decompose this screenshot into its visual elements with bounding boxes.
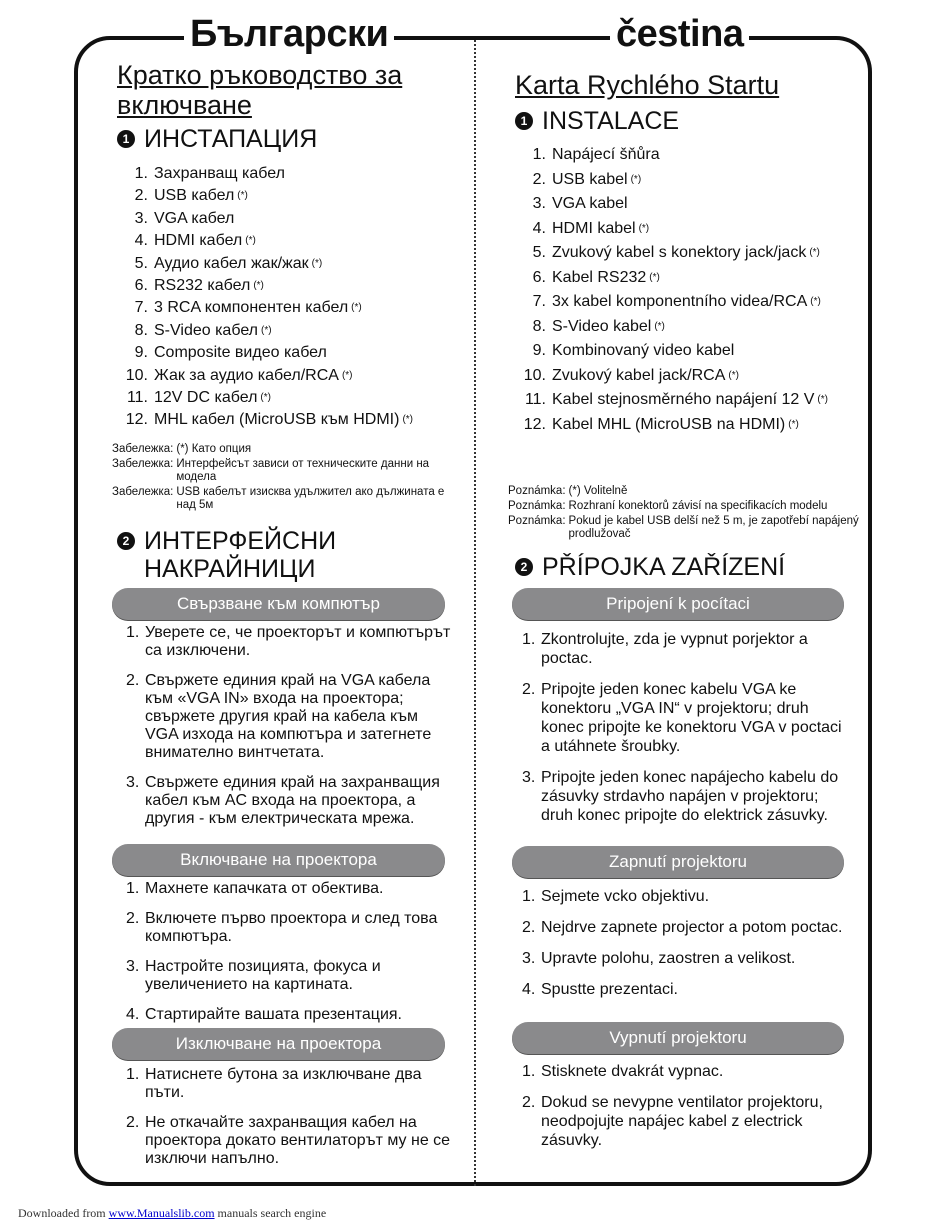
list-item [518,192,828,217]
cs-install-heading: 1 INSTALACE [515,107,679,135]
step-item [522,980,852,999]
optional-mark: (*) [402,414,414,426]
step-number: 3. [522,950,536,967]
cs-interface-heading: 2 PŘÍPOJKA ZAŘÍZENÍ [515,553,785,581]
cs-notes [508,485,860,543]
note-label: Забележка: [112,486,174,498]
item-text: Zvukový kabel s konektory jack/jack [552,244,807,261]
list-item [120,342,413,364]
step-item [522,768,852,825]
note-text: (*) Като опция [176,443,252,455]
item-number: 10. [523,366,546,384]
optional-mark: (*) [311,257,323,269]
item-text: HDMI кабел [154,232,243,250]
note-label: Poznámka: [508,500,566,512]
step-item [522,887,852,906]
cs-contents-list [518,143,828,437]
item-text: RS232 кабел [154,277,251,295]
step-item [126,910,451,946]
item-text: Composite видео кабел [154,344,327,362]
manualslib-link[interactable]: www.Manualslib.com [108,1206,215,1220]
step-item [126,1006,451,1024]
step-text: Свържете единия край на захранващия кабел към AC входа на проектора, а другия - към електрическата мрежа. [145,774,440,827]
note [112,443,464,456]
item-number: 11. [524,391,546,408]
list-item [120,365,413,387]
item-number: 5. [134,254,148,272]
step-text: Zkontrolujte, zda je vypnut porjektor a poctac. [541,631,808,667]
item-number: 2. [134,187,148,205]
step-number: 1. [126,880,140,897]
item-number: 8. [134,321,148,339]
list-item [518,217,828,242]
item-text: Zvukový kabel jack/RCA [552,366,726,384]
step-number: 2. [126,910,140,927]
list-item [120,163,413,185]
item-number: 7. [134,299,148,317]
step-number: 1. [522,1063,536,1080]
note-text: Rozhraní konektorů závisí na specifikacích modelu [568,500,828,512]
optional-mark: (*) [630,173,642,185]
step-item [522,918,852,937]
optional-mark: (*) [261,324,272,336]
step-number: 1. [522,631,536,648]
note-label: Poznámka: [508,485,566,497]
bg-power-off-steps [126,1066,451,1180]
step-item [126,958,451,994]
item-number: 3. [134,209,148,227]
number-2-icon: 2 [117,532,135,550]
item-number: 4. [134,232,148,250]
cs-power-off-section-label: Vypnutí projektoru [512,1022,844,1054]
optional-mark: (*) [245,235,256,247]
item-text: MHL кабел (MicroUSB към HDMI) [154,411,400,429]
footer-suffix: manuals search engine [217,1206,327,1220]
item-number: 4. [532,219,546,237]
step-text: Spustte prezentaci. [541,981,678,998]
step-text: Nejdrve zapnete projector a potom poctac. [541,919,843,936]
bg-connect-steps [126,624,451,840]
list-item [518,413,828,438]
step-text: Свържете единия край на VGA кабела към «VGA IN» входа на проектора; свържете другия край на кабела към VGA изхода на компютъра и затегнете внимателно винтчетата. [145,672,432,761]
item-number: 8. [532,317,546,335]
list-item [120,208,413,230]
bg-notes [112,443,464,514]
step-item [522,1093,852,1150]
item-text: HDMI kabel [552,219,636,237]
optional-mark: (*) [809,247,820,258]
item-text: 3x kabel komponentního videa/RCA [552,293,808,310]
cs-power-off-steps [522,1062,852,1162]
step-item [522,1062,852,1081]
step-item [522,680,852,756]
list-item [518,315,828,340]
step-item [126,1114,451,1168]
item-number: 6. [134,277,148,295]
list-item [518,168,828,193]
step-item [522,630,852,668]
list-item [518,388,828,413]
note-label: Poznámka: [508,515,566,527]
list-item [518,290,828,315]
bg-power-off-section-label: Изключване на проектора [112,1028,445,1060]
step-item [522,949,852,968]
number-1-icon: 1 [515,112,533,130]
item-number: 12. [125,411,148,429]
bg-power-on-steps [126,880,451,1036]
list-item [518,339,828,364]
step-text: Махнете капачката от обектива. [145,880,384,897]
item-number: 1. [532,146,546,163]
step-text: Upravte polohu, zaostren a velikost. [541,950,796,967]
item-text: Kombinovaný video kabel [552,342,735,359]
cs-power-on-section-label: Zapnutí projektoru [512,846,844,878]
step-item [126,672,451,762]
step-text: Pripojte jeden konec napájecho kabelu do zásuvky strdavho napájen v projektoru; druh konec pripojte do elektrick zásuvky. [541,769,839,824]
optional-mark: (*) [237,190,248,202]
note-text: (*) Volitelně [568,485,628,497]
step-item [126,774,451,828]
list-item [120,387,413,409]
note [508,500,860,513]
step-item [126,1066,451,1102]
bg-install-heading: 1 ИНСТАПАЦИЯ [117,125,317,153]
list-item [518,364,828,389]
list-item [120,275,413,297]
czech-language-heading: čestina [610,10,749,58]
step-text: Dokud se nevypne ventilator projektoru, neodpojujte napájec kabel z electrick zásuvky. [541,1094,823,1149]
footer-prefix: Downloaded from [18,1206,106,1220]
step-text: Натиснете бутона за изключване два пъти. [145,1066,422,1101]
step-number: 4. [522,981,536,998]
footer [18,1206,326,1221]
bg-quick-start-title: Кратко ръководство за включване [117,60,403,120]
optional-mark: (*) [649,271,660,283]
optional-mark: (*) [253,280,264,292]
item-number: 12. [523,415,546,433]
item-number: 1. [134,165,148,182]
step-number: 1. [522,888,536,905]
step-number: 3. [522,769,536,786]
list-item [120,253,413,275]
item-number: 9. [532,342,546,359]
item-number: 3. [532,195,546,212]
item-text: VGA kabel [552,195,628,212]
list-item [120,185,413,207]
item-number: 10. [125,366,148,384]
note [508,485,860,498]
step-number: 2. [126,672,140,689]
bg-contents-list [120,163,413,432]
list-item [120,230,413,252]
item-text: Аудио кабел жак/жак [154,254,309,272]
step-item [126,624,451,660]
step-number: 1. [126,1066,140,1083]
step-text: Стартирайте вашата презентация. [145,1006,402,1023]
cs-connect-section-label: Pripojení k pocítaci [512,588,844,620]
item-text: Kabel stejnosměrného napájení 12 V [552,391,815,408]
bg-interface-heading: 2 ИНТЕРФЕЙСНИ НАКРАЙНИЦИ [117,527,377,583]
item-text: 3 RCA компонентен кабел [154,299,349,317]
item-text: Napájecí šňůra [552,146,660,163]
optional-mark: (*) [341,369,353,381]
item-number: 9. [134,344,148,362]
item-text: Kabel MHL (MicroUSB na HDMI) [552,415,786,433]
note [112,486,464,512]
step-number: 3. [126,774,140,791]
step-text: Stisknete dvakrát vypnac. [541,1063,724,1080]
optional-mark: (*) [728,369,739,381]
item-text: VGA кабел [154,209,235,227]
step-number: 2. [126,1114,140,1131]
optional-mark: (*) [351,302,362,314]
note [112,458,464,484]
optional-mark: (*) [810,296,821,307]
item-text: Kabel RS232 [552,268,647,286]
list-item [518,266,828,291]
cs-connect-steps [522,630,852,837]
bg-connect-section-label: Свързване към компютър [112,588,445,620]
number-1-icon: 1 [117,130,135,148]
step-number: 2. [522,1094,536,1111]
note-text: USB кабелът изисква удължител ако дължината е над 5м [176,486,445,511]
note-label: Забележка: [112,443,174,455]
step-text: Не откачайте захранващия кабел на проектора докато вентилаторът му не се изключи напълно. [145,1114,451,1167]
bulgarian-language-heading: Български [184,10,394,58]
cs-power-on-steps [522,887,852,1011]
optional-mark: (*) [260,392,271,404]
step-text: Sejmete vcko objektivu. [541,888,710,905]
note [508,515,860,541]
list-item [120,320,413,342]
step-text: Включете първо проектора и след това компютъра. [145,910,438,945]
list-item [518,143,828,168]
number-2-icon: 2 [515,558,533,576]
column-divider [474,40,476,1186]
optional-mark: (*) [817,394,828,405]
note-text: Интерфейсът зависи от техническите данни на модела [176,458,430,483]
item-text: 12V DC кабел [154,389,258,407]
step-number: 2. [522,681,536,698]
step-number: 2. [522,919,536,936]
list-item [120,297,413,319]
item-number: 6. [532,268,546,286]
optional-mark: (*) [638,222,650,234]
item-number: 11. [126,389,148,407]
item-text: Жак за аудио кабел/RCA [154,366,339,384]
item-text: S-Video кабел [154,321,259,339]
item-text: Захранващ кабел [154,165,285,182]
step-text: Уверете се, че проекторът и компютърът са изключени. [145,624,451,659]
item-text: S-Video kabel [552,317,652,335]
step-number: 4. [126,1006,140,1023]
optional-mark: (*) [654,320,665,332]
step-number: 3. [126,958,140,975]
note-label: Забележка: [112,458,174,470]
step-text: Настройте позицията, фокуса и увеличението на картината. [145,958,381,993]
item-text: USB кабел [154,187,235,205]
item-number: 2. [532,170,546,188]
list-item [518,241,828,266]
item-number: 5. [532,244,546,261]
bg-power-on-section-label: Включване на проектора [112,844,445,876]
step-item [126,880,451,898]
step-text: Pripojte jeden konec kabelu VGA ke konektoru „VGA IN“ v projektoru; druh konec pripojte ke konektoru VGA v poctaci a utáhnete šroubky. [541,681,842,755]
list-item [120,409,413,431]
item-number: 7. [532,293,546,310]
item-text: USB kabel [552,170,628,188]
step-number: 1. [126,624,140,641]
optional-mark: (*) [788,418,799,430]
note-text: Pokud je kabel USB delší než 5 m, je zapotřebí napájený prodlužovač [568,515,859,540]
cs-quick-start-title: Karta Rychlého Startu [515,70,780,100]
